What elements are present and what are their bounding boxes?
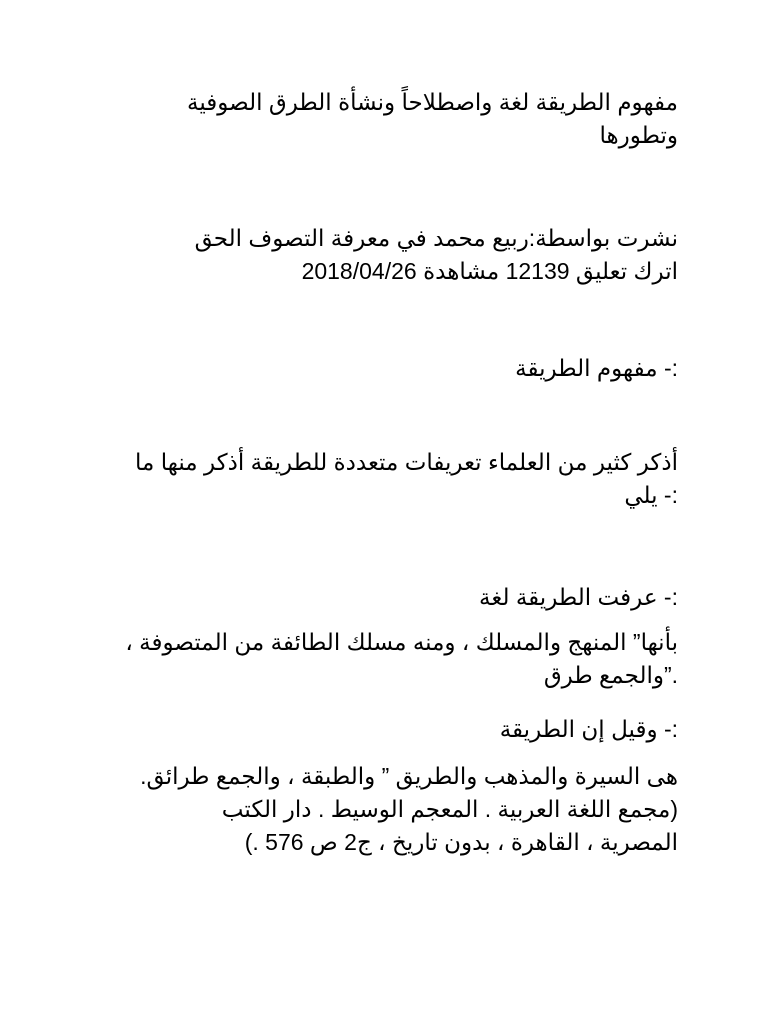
heading-concept-text: :- مفهوم الطريقة (515, 355, 678, 381)
article-title-line: مفهوم الطريقة لغة واصطلاحاً ونشأة الطرق الصوفية (187, 89, 678, 115)
heading-language (78, 581, 678, 614)
intro-paragraph (8, 446, 678, 512)
intro-line: :- يلي (624, 482, 678, 508)
article-meta (78, 222, 678, 288)
stats-line: اترك تعليق 12139 مشاهدة 2018/04/26 (301, 258, 678, 284)
definition2-line: (مجمع اللغة العربية . المعجم الوسيط . دار الكتب (221, 796, 678, 822)
definition-paragraph-2 (8, 760, 678, 859)
heading-language-text: :- عرفت الطريقة لغة (479, 584, 678, 610)
heading-said (78, 713, 678, 746)
definition-paragraph-1 (8, 626, 678, 692)
author-line: نشرت بواسطة:ربيع محمد في معرفة التصوف الحق (194, 225, 678, 251)
definition2-line: هى السيرة والمذهب والطريق ” والطبقة ، والجمع طرائق. (140, 763, 678, 789)
article-title-line: وتطورها (599, 122, 678, 148)
heading-concept (78, 352, 678, 385)
definition1-line: بأنها” المنهج والمسلك ، ومنه مسلك الطائفة من المتصوفة ، (125, 629, 678, 655)
heading-said-text: :- وقيل إن الطريقة (499, 716, 678, 742)
intro-line: أذكر كثير من العلماء تعريفات متعددة للطريقة أذكر منها ما (135, 449, 678, 475)
article-title (78, 86, 678, 152)
definition1-line: .”والجمع طرق (543, 662, 678, 688)
definition2-line: المصرية ، القاهرة ، بدون تاريخ ، ج2 ص 576 .) (244, 829, 678, 855)
